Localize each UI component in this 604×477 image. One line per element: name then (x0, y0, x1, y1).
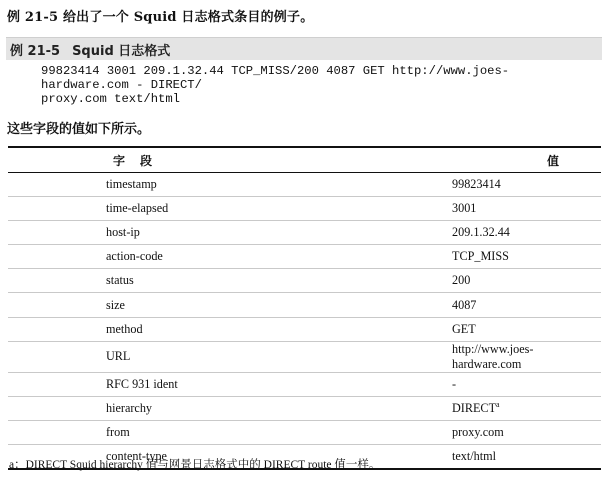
code-line: hardware.com - DIRECT/ (41, 78, 202, 92)
field-value: http://www.joes-hardware.com (452, 341, 601, 372)
table-row (8, 269, 601, 293)
fields-table (8, 146, 601, 470)
table-row (8, 245, 601, 269)
intro-text: 例 21-5 给出了一个 Squid 日志格式条目的例子。 (7, 10, 314, 25)
footnote-marker: a (496, 399, 500, 409)
header-value: 值 (452, 147, 601, 173)
field-name: status (8, 269, 452, 293)
example-caption-bar (6, 37, 602, 60)
field-name: content-type (8, 444, 452, 469)
field-value: 99823414 (452, 173, 601, 197)
field-value-cell (452, 396, 601, 420)
field-value: - (452, 372, 601, 396)
code-line: 99823414 3001 209.1.32.44 TCP_MISS/200 4087 GET http://www.joes- (41, 64, 510, 78)
fields-subheading: 这些字段的值如下所示。 (7, 122, 151, 137)
field-name: hierarchy (8, 396, 452, 420)
example-caption (10, 40, 170, 59)
field-value: 200 (452, 269, 601, 293)
field-name: from (8, 420, 452, 444)
field-value: 3001 (452, 197, 601, 221)
field-name: time-elapsed (8, 197, 452, 221)
table-row (8, 420, 601, 444)
table-row (8, 173, 601, 197)
field-name: RFC 931 ident (8, 372, 452, 396)
example-title: Squid 日志格式 (72, 44, 171, 59)
field-name: host-ip (8, 221, 452, 245)
code-sample (41, 64, 509, 106)
field-value: proxy.com (452, 420, 601, 444)
table-row (8, 341, 601, 372)
table-header-row (8, 147, 601, 173)
header-field: 字段 (8, 147, 452, 173)
field-value: DIRECT (452, 400, 497, 415)
table-row (8, 221, 601, 245)
table-row (8, 317, 601, 341)
code-line: proxy.com text/html (41, 92, 180, 106)
field-value: GET (452, 317, 601, 341)
field-value: TCP_MISS (452, 245, 601, 269)
field-name: size (8, 293, 452, 317)
footnote: a：DIRECT Squid hierarchy 值与网景日志格式中的 DIRECT route 值一样。 (9, 459, 381, 471)
field-value: 4087 (452, 293, 601, 317)
field-value: text/html (452, 444, 601, 469)
field-name: timestamp (8, 173, 452, 197)
field-value: 209.1.32.44 (452, 221, 601, 245)
table-row (8, 293, 601, 317)
example-number: 例 21-5 (10, 44, 61, 59)
field-name: URL (8, 341, 452, 372)
field-name: method (8, 317, 452, 341)
table-row (8, 396, 601, 420)
field-name: action-code (8, 245, 452, 269)
table-row (8, 372, 601, 396)
table-row (8, 197, 601, 221)
